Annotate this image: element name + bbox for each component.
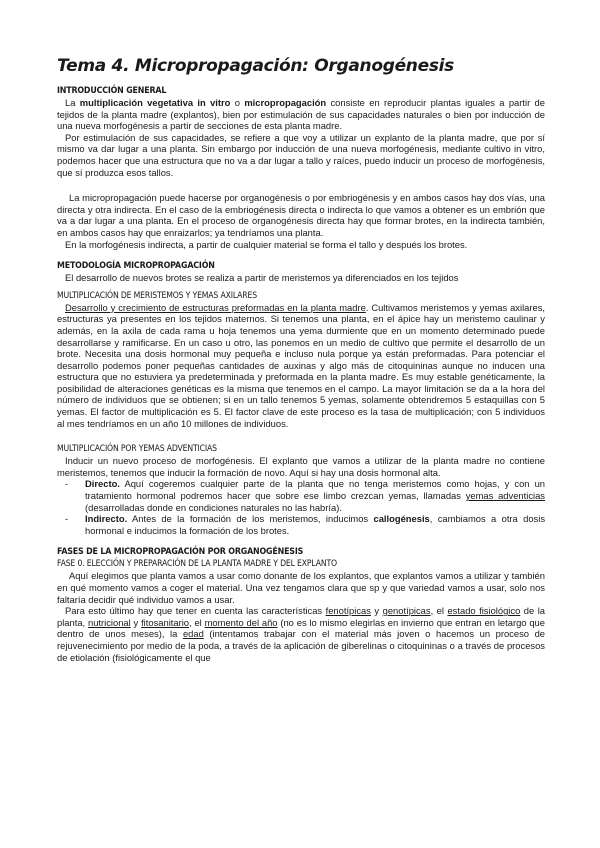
meristemos-paragraph: Desarrollo y crecimiento de estructuras preformadas en la planta madre. Cultivamos meristemos y yemas axilares, estructuras ya presentes en los tejidos maternos. Si tenemos una planta, en el ápice hay un meristemo caulinar y además, en la axila de cada rama u hoja tenemos una yema durmiente que en un momento determinado puede desarrollarse y ramificarse. En un caso u otro, las ponemos en un medio de cultivo que permite el desarrollo de un brote. Necesita una dosis hormonal muy pequeña e incluso nula porque ya están preformadas. Para potenciar el desarrollo podemos poner pequeñas cantidades de auxinas y algo más de citoquininas aunque no inducen una estructura que no estuviera ya predeterminada y preformada en la planta madre. Es muy estable genéticamente, la posibilidad de alteraciones genéticas es la misma que tenemos en el campo. La mayor limitación se da a la hora del número de individuos que se obtienen; si en un tallo tenemos 5 yemas, solamente obtendremos 5 estaquillas con 5 yemas. El factor de multiplicación es 5. El factor clave de este proceso es la tasa de multiplicación; con 5 individuos al mes tendríamos en un año 10 millones de individuos.: [57, 301, 545, 429]
intro-paragraph-3: La micropropagación puede hacerse por organogénesis o por embriogénesis y en ambos casos hay dos vías, una directa y otra indirecta. En el caso de la embriogénesis directa o indirecta lo que vamos a obtener es un embrión que va a dar lugar a una planta. En el proceso de organogénesis directa hay que formar brotes, en la indirecta también, en ambos casos hay que enraizarlos; ya tendríamos una planta.: [57, 192, 545, 238]
list-item-indirecto: - Indirecto. Antes de la formación de los meristemos, inducimos callogénesis, cambiamos a otra dosis hormonal e inducimos la formación de los brotes.: [85, 513, 545, 536]
section-heading-metodologia: METODOLOGÍA MICROPROPAGACIÓN: [57, 261, 215, 272]
fase0-paragraph-1: Aquí elegimos que planta vamos a usar como donante de los explantos, que explantos vamos a utilizar y también en qué momento vamos a coger el material. Una vez tengamos clara que sp y que variedad vamos a usar, solo nos faltaría decidir qué individuo vamos a usar.: [57, 570, 545, 605]
adventicias-list: [57, 478, 545, 536]
intro-paragraph-2: Por estimulación de sus capacidades, se refiere a que voy a utilizar un explanto de la planta madre, que por sí mismo va dar lugar a una planta. Sin embargo por inducción de una nueva morfogénesis, mediante cultivo in vitro, podemos hacer que una estructura que no va a dar lugar a tallo y raíces, puedo inducir un proceso de morfogénesis, que sí produzca esos tallos.: [57, 131, 545, 178]
intro-paragraph-1: La multiplicación vegetativa in vitro o micropropagación consiste en reproducir plantas iguales a partir de tejidos de la planta madre (explantos), bien por estimulación de sus capacidades naturales o bien por inducción de una nueva morfogénesis a partir de secciones de esta planta madre.: [57, 97, 545, 132]
metodologia-paragraph: El desarrollo de nuevos brotes se realiza a partir de meristemos ya diferenciados en los tejidos: [65, 272, 459, 284]
list-item-directo: - Directo. Aquí cogeremos cualquier parte de la planta que no tenga meristemos como hojas, y con un tratamiento hormonal podremos hacer que sobre ese limbo crezcan yemas, llamadas yemas adventicias (desarrolladas donde en condiciones naturales no las habría).: [85, 478, 545, 513]
page-title: Tema 4. Micropropagación: Organogénesis: [57, 56, 454, 76]
subsection-heading-meristemos: MULTIPLICACIÓN DE MERISTEMOS Y YEMAS AXILARES: [57, 290, 257, 301]
section-heading-intro: INTRODUCCIÓN GENERAL: [57, 86, 167, 96]
section-heading-fases: FASES DE LA MICROPROPAGACIÓN POR ORGANOGÉNESIS: [57, 547, 304, 558]
subsection-heading-fase-0: FASE 0. ELECCIÓN Y PREPARACIÓN DE LA PLANTA MADRE Y DEL EXPLANTO: [57, 559, 337, 570]
adventicias-paragraph: Inducir un nuevo proceso de morfogénesis. El explanto que vamos a utilizar de la planta madre no contiene meristemos, tenemos que inducir la formación de novo. Aquí si hay una dosis hormonal alta.: [57, 455, 545, 478]
fase0-paragraph-2: Para esto último hay que tener en cuenta las características fenotípicas y genotípicas, el estado fisiológico de la planta, nutricional y fitosanitario, el momento del año (no es lo mismo elegirlas en invierno que entran en letargo que dentro de unos meses), la edad (intentamos trabajar con el material más joven o hacemos un proceso de rejuvenecimiento por medio de la poda, a través de la aplicación de giberelinas o citoquininas o a través de procesos de etiolación (fisiológicamente el que: [57, 605, 545, 663]
document-page: [57, 55, 545, 663]
intro-paragraph-4: En la morfogénesis indirecta, a partir de cualquier material se forma el tallo y después los brotes.: [65, 238, 468, 250]
subsection-heading-adventicias: MULTIPLICACIÓN POR YEMAS ADVENTICIAS: [57, 444, 217, 455]
